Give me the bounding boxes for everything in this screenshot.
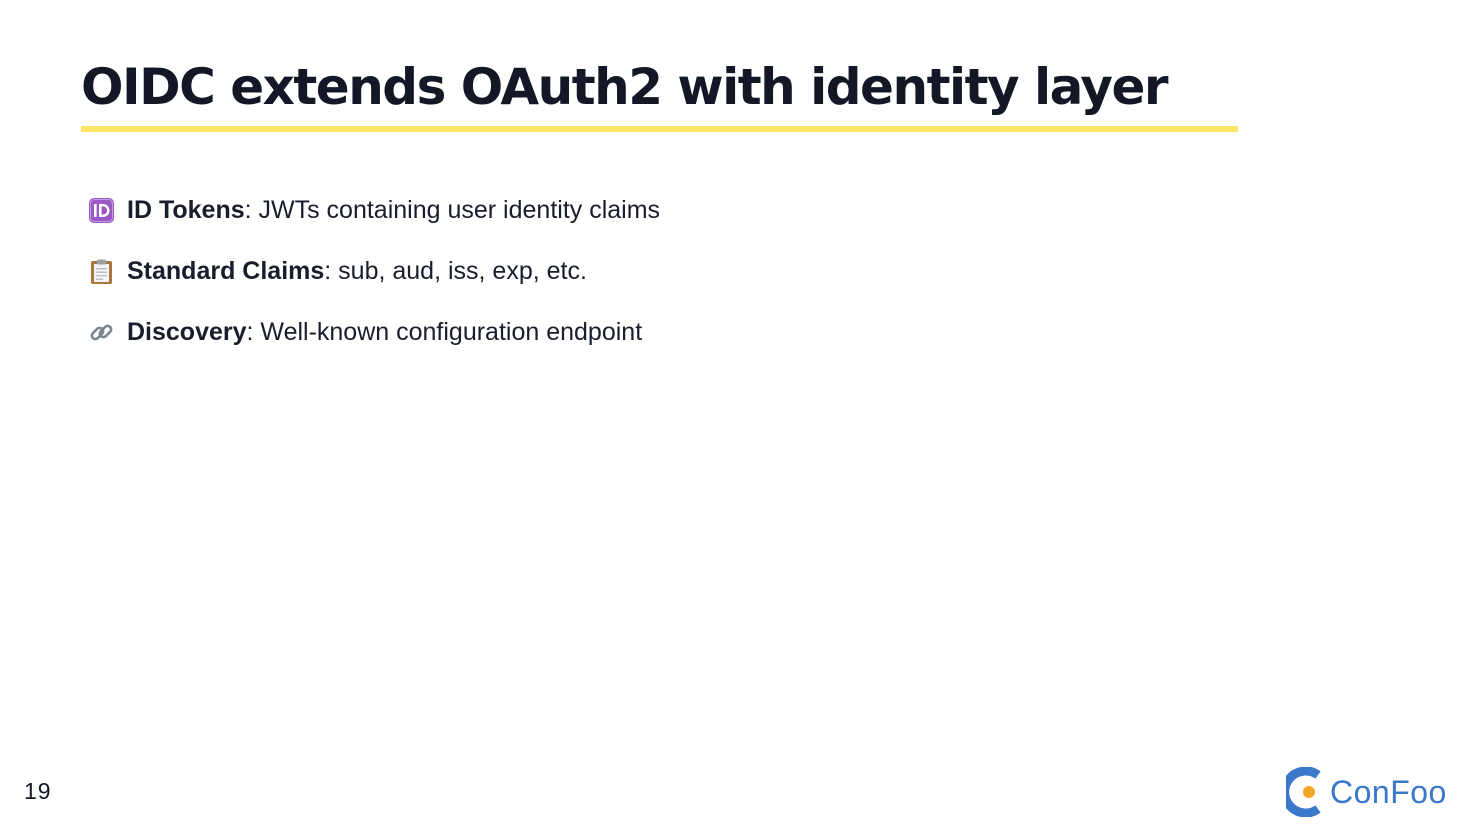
- bullet-item-standard-claims: [88, 253, 660, 289]
- link-icon: [88, 319, 115, 346]
- bullet-term: Discovery: [127, 317, 247, 346]
- id-badge-icon: [88, 197, 115, 224]
- bullet-description: : JWTs containing user identity claims: [244, 195, 661, 224]
- slide-title: OIDC extends OAuth2 with identity layer: [81, 58, 1168, 116]
- bullet-item-discovery: [88, 314, 660, 350]
- confoo-logo-mark: [1286, 767, 1326, 817]
- bullet-term: Standard Claims: [127, 256, 325, 285]
- bullet-description: : sub, aud, iss, exp, etc.: [324, 256, 587, 285]
- confoo-logo: [1286, 766, 1447, 818]
- title-underline: [81, 126, 1238, 132]
- clipboard-icon: [88, 258, 115, 285]
- bullet-list: [88, 192, 660, 375]
- logo-wordmark: ConFoo: [1330, 773, 1447, 810]
- bullet-term: ID Tokens: [127, 195, 245, 224]
- page-number: 19: [24, 778, 52, 804]
- bullet-description: : Well-known configuration endpoint: [246, 317, 643, 346]
- bullet-item-id-tokens: [88, 192, 660, 228]
